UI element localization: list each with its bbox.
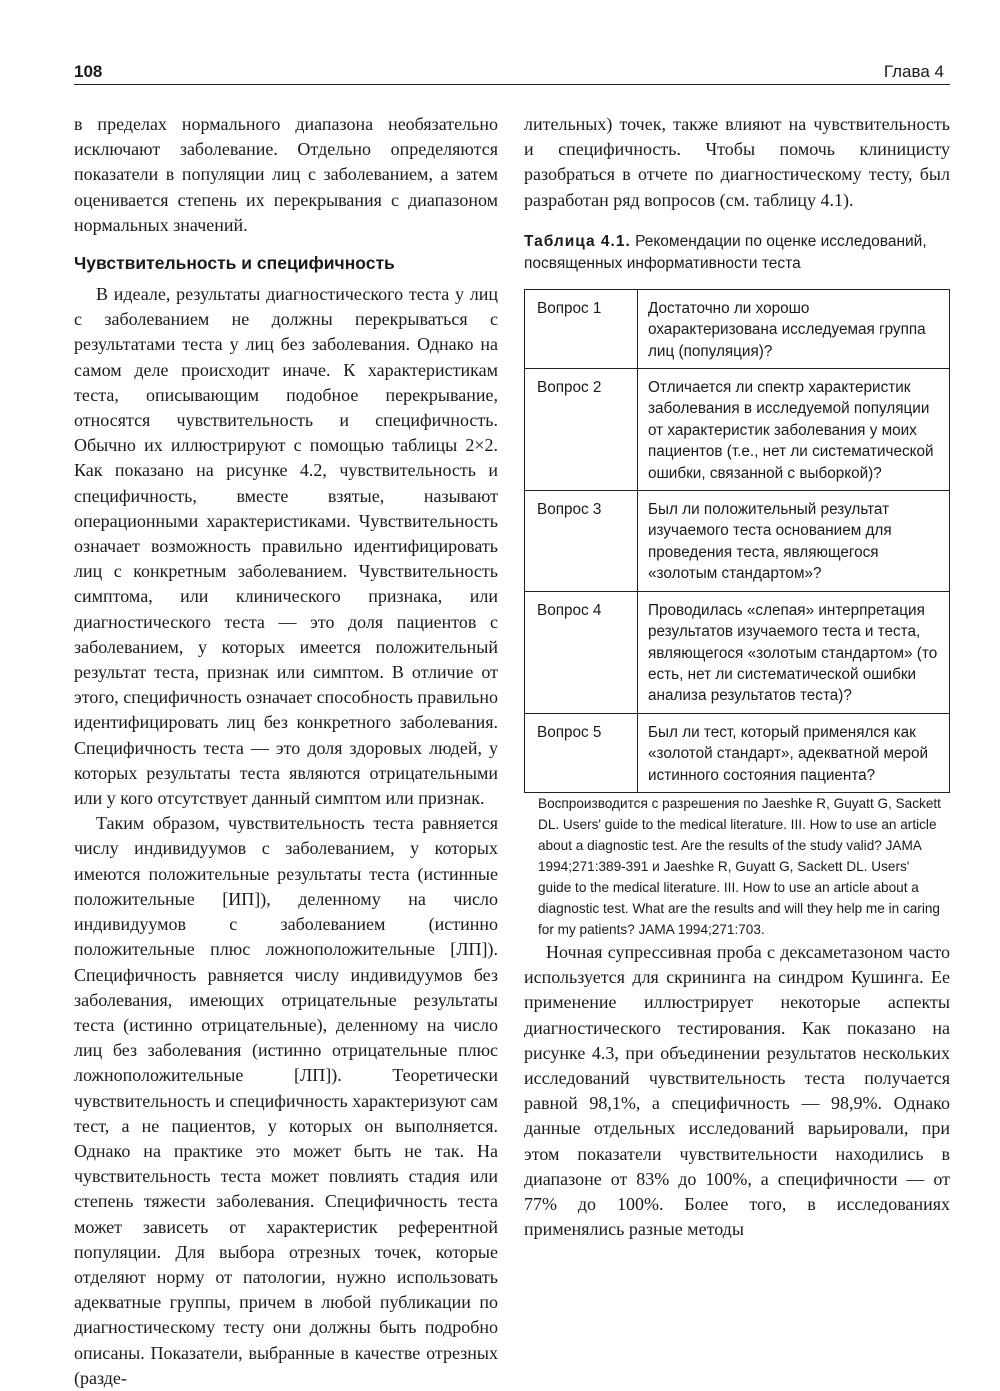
table-row [525, 369, 950, 491]
table-row [525, 591, 950, 713]
left-column [74, 112, 498, 1391]
question-label: Вопрос 2 [525, 369, 638, 491]
right-column [524, 112, 950, 1242]
question-label: Вопрос 4 [525, 591, 638, 713]
body-paragraph: В идеале, результаты диагностического теста у лиц с заболеванием не должны перекрываться с результатами теста у лиц без заболевания. Однако на самом деле происходит иначе. К характеристикам теста, описывающим подобное перекрывание, относятся чувствительность и специфичность. Обычно их иллюстрируют с помощью таблицы 2×2. Как показано на рисунке 4.2, чувствительность и специфичность, вместе взятые, называют операционными характеристиками. Чувствительность означает возможность правильно идентифицировать лиц с конкретным заболеванием. Чувствительность симптома, или клинического признака, или диагностического теста — это доля пациентов с заболеванием, у которых имеется положительный результат теста, признак или симптом. В отличие от этого, специфичность означает способность правильно идентифицировать лиц без конкретного заболевания. Специфичность теста — это доля здоровых людей, у которых результаты теста являются отрицательными или у кого отсутствует данный симптом или признак. [74, 284, 499, 809]
table-caption-label: Таблица 4.1. [524, 232, 631, 250]
recommendations-table [524, 289, 950, 793]
chapter-title: Глава 4 [883, 62, 944, 81]
question-label: Вопрос 5 [525, 713, 638, 792]
table-row [525, 491, 950, 592]
question-text: Был ли положительный результат изучаемого теста основанием для проведения теста, являющегося «золотым стандартом»? [638, 491, 950, 592]
table-caption-text: Рекомендации по оценке исследований, посвященных информативности теста [524, 232, 927, 272]
question-text: Проводилась «слепая» интерпретация результатов изучаемого теста и теста, являющегося «золотым стандартом» (то есть, нет ли систематической ошибки анализа результатов теста)? [638, 591, 950, 713]
table-source-note: Воспроизводится с разрешения по Jaeshke R, Guyatt G, Sackett DL. Users' guide to the medical literature. III. How to use an article about a diagnostic test. Are the results of the study valid? JAMA 1994;271:389-391 и Jaeshke R, Guyatt G, Sackett DL. Users' guide to the medical literature. III. How to use an article about a diagnostic test. What are the results and will they help me in caring for my patients? JAMA 1994;271:703. [538, 795, 941, 937]
question-text: Отличается ли спектр характеристик заболевания в исследуемой популяции от характеристик заболевания у моих пациентов (т.е., нет ли систематической ошибки, связанной с выборкой)? [638, 369, 950, 491]
question-text: Достаточно ли хорошо охарактеризована исследуемая группа лиц (популяция)? [638, 289, 950, 368]
table-caption [524, 231, 950, 275]
body-paragraph: Таким образом, чувствительность теста равняется числу индивидуумов с заболеванием, у которых имеются положительные результаты теста (истинные положительные [ИП]), деленному на число индивидуумов с заболеванием (истинно положительные плюс ложноположительные [ЛП]). Специфичность равняется числу индивидуумов без заболевания, имеющих отрицательные результаты теста (истинно отрицательные), деленному на число лиц без заболевания (истинно отрицательные плюс ложноположительные [ЛП]). Теоретически чувствительность и специфичность характеризуют сам тест, а не пациентов, у которых он выполняется. Однако на практике это может быть не так. На чувствительность теста может повлиять стадия или степень тяжести заболевания. Специфичность теста может зависеть от характеристик референтной популяции. Для выбора отрезных точек, которые отделяют норму от патологии, нужно использовать адекватные группы, причем в любой публикации по диагностическому тесту они должны быть подробно описаны. Показатели, выбранные в качестве отрезных (разде- [74, 813, 498, 1388]
page-header [74, 60, 950, 85]
table-row [525, 289, 950, 368]
section-heading: Чувствительность и специфичность [74, 253, 395, 274]
table-row [525, 713, 950, 792]
page-number: 108 [74, 62, 103, 81]
question-label: Вопрос 1 [525, 289, 638, 368]
question-label: Вопрос 3 [525, 491, 638, 592]
body-paragraph: Ночная супрессивная проба с дексаметазоном часто используется для скрининга на синдром Кушинга. Ее применение иллюстрирует некоторые аспекты диагностического тестирования. Как показано на рисунке 4.3, при объединении результатов нескольких исследований чувствительность теста получается равной 98,1%, а специфичность — 98,9%. Однако данные отдельных исследований варьировали, при этом показатели чувствительности находились в диапазоне от 83% до 100%, а специфичности — от 77% до 100%. Более того, в исследованиях применялись разные методы [524, 941, 950, 1240]
question-text: Был ли тест, который применялся как «золотой стандарт», адекватной мерой истинного состояния пациента? [638, 713, 950, 792]
intro-paragraph: в пределах нормального диапазона необязательно исключают заболевание. Отдельно определяются показатели в популяции лиц с заболеванием, а затем оценивается степень их перекрывания с диапазоном нормальных значений. [74, 114, 498, 235]
continuation-paragraph: лительных) точек, также влияют на чувствительность и специфичность. Чтобы помочь клиницисту разобраться в отчете по диагностическому тесту, был разработан ряд вопросов (см. таблицу 4.1). [524, 114, 950, 210]
